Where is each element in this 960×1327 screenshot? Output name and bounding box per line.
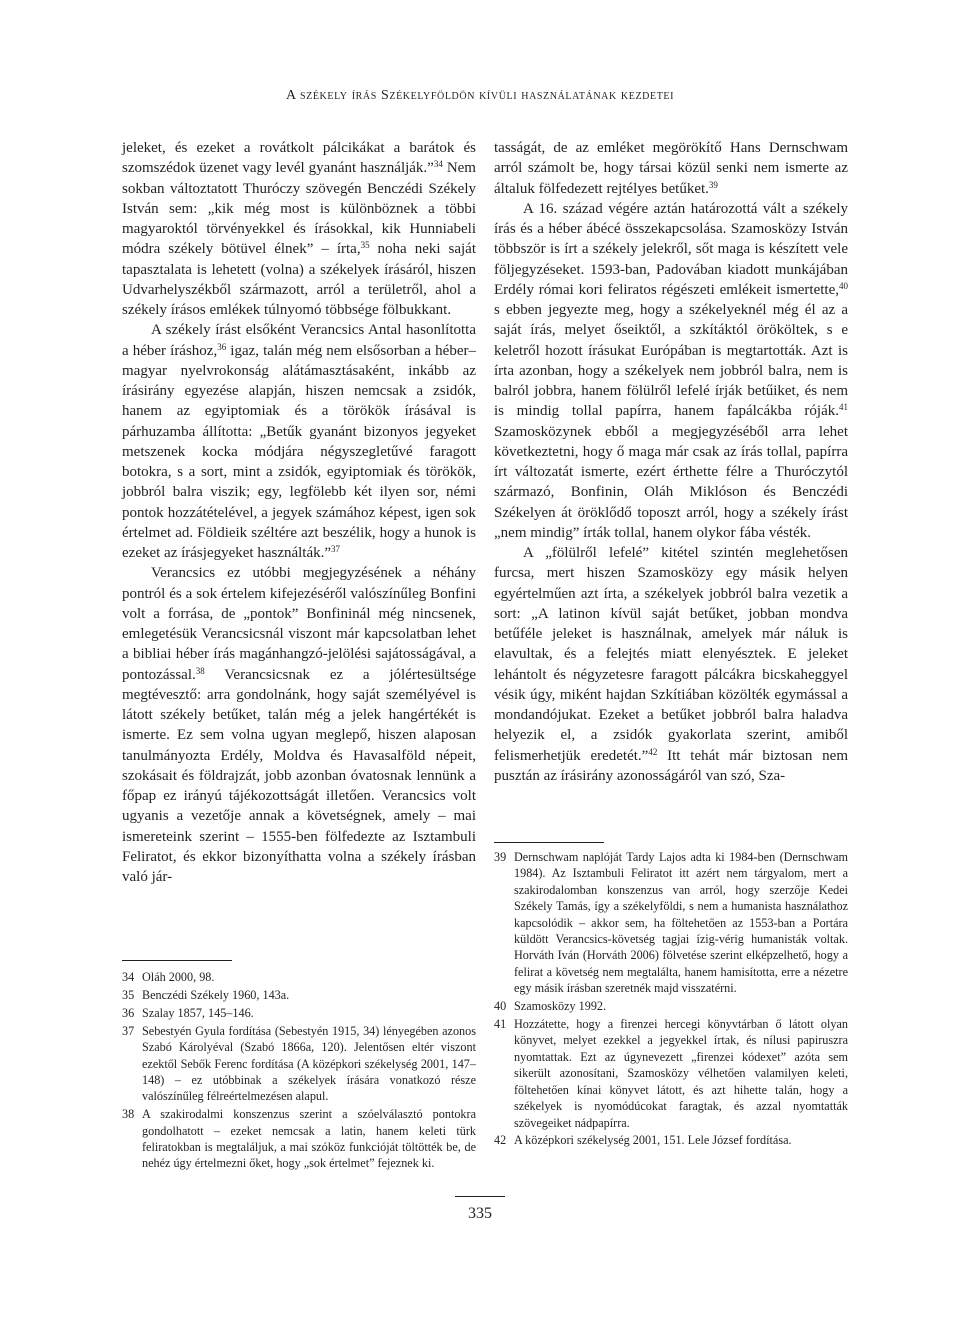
footnotes-left — [122, 960, 476, 1173]
footnote-ref[interactable]: 38 — [195, 665, 205, 676]
footnote-divider — [494, 842, 604, 843]
footnote: 37 Sebestyén Gyula fordítása (Sebestyén 1915, 34) lényegében azonos Szabó Károlyéval (Szabó 1866a, 120). Jelentősen eltér viszont ezektől Sebők Ferenc fordítása (A középkori székelység 2001, 147–148) – ez utóbbinak a székelyek írására vonatkozó része valószínűleg félreértelmezésen alapul. — [122, 1023, 476, 1104]
footnote-ref[interactable]: 40 — [839, 280, 848, 291]
footnote: 35 Benczédi Székely 1960, 143a. — [122, 987, 290, 1002]
right-column — [494, 138, 848, 786]
footnote: 41 Hozzátette, hogy a firenzei hercegi könyvtárban ő látott olyan könyvet, melyet ezekkel a jegyekkel írtak, és nílusi papiruszra nyomtattak. Ezt az úgynevezett „firenzei kódexet” azóta sem sikerült azonosítani, Szamosközy vélhetően valamilyen keleti, föltehetően kínai könyvet látott, és azt hihette talán, hogy a székelyek is nyomódúcokat faragtak, és azzal nyomtatták szövegeiket nádpapírra. — [494, 1017, 848, 1130]
paragraph: A székely írást elsőként Verancsics Antal hasonlította a héber íráshoz,$^{36}$ igaz, talán még nem elsősorban a héber–magyar nyelvrokonság alátámasztásaként, inkább az írásirány egyezése alapján, hiszen nemcsak a zsidók, hanem az egyiptomiak és a törökök írásával is párhuzamba állította: „Betűk gyanánt bizonyos jegyeket metszenek kocka módjára négyszegletűvé faragott botokra, s a sort, mint a zsidók, egyiptomiak és törökök, jobbról balra viszik; egy, legfölebb két ilyen sor, némi pontok hozzátételével, a jegyek számához képest, igen sok értelmet ad. Földieik széltére azt beszélik, hogy a hunok is ezeket az írásjegyeket használták.”$^{37}$ — [122, 322, 476, 561]
footnote-ref[interactable]: 41 — [839, 402, 848, 413]
paragraph: A „fölülről lefelé” kitétel szintén meglehetősen furcsa, mert hiszen Szamosközy egy másik helyen egyértelműen azt írta, a székelyek jobbról balra vezetik a sort: „A latinon kívül saját betűket, jobban mondva betűféle jeleket is használnak, amelyek már náluk is elavultak, és a felejtés miatt elenyésztek. E jeleket lehántolt és négyzetesre faragott pálcákra bicskaheggyel vésik úgy, miként hajdan Szkítiában közölték egymással a mondandójukat. Ezeket a betűket jobbról balra haladva helyezik el, a zsidók gyakorlata szerint, amiből felismerhetjük eredetét.”$^{42}$ Itt tehát már biztosan nem pusztán az írásirány azonosságáról van szó, Sza- — [494, 545, 848, 784]
left-column — [122, 138, 476, 887]
footnote: 42 A középkori székelység 2001, 151. Lele József fordítása. — [494, 1133, 792, 1148]
paragraph: tasságát, de az emléket megörökítő Hans Dernschwam arról számolt be, hogy társai közül senki nem ismerte az általuk fölfedezett rejtélyes betűket.$^{39}$ — [494, 140, 848, 197]
paragraph: jeleket, és ezeket a rovátkolt pálcikákat a barátok és szomszédok üzenet vagy levél gyanánt használják.”$^{34}$ Nem sokban változtatott Thuróczy szövegén Benczédi Székely István sem: „kik még most is különböznek a többi magyaroktól törvényekkel és írásokkal, kik Hunniabeli módra székely bötüvel élnek” – írta,$^{35}$ noha neki saját tapasztalata is lehetett (volna) a székelyek írásáról, hiszen Udvarhelyszékből származott, arról a területről, ahol a székely írásos emlékek túlnyomó többsége fölbukkant. — [122, 140, 476, 318]
paragraph: Verancsics ez utóbbi megjegyzésének a néhány pontról és a sok értelem kifejezéséről valószínűleg Bonfini volt a forrása, de „pontok” Bonfininál még nincsenek, emlegetésük Verancsicsnál viszont már kapcsolatban lehet a bibliai héber írás magánhangzó-jelölési sajátosságával, a pontozással.$^{38}$ Verancsicsnak ez a jólértesültsége megtévesztő: arra gondolnánk, hogy saját személyével is látott székely betűket, talán még a jelek hangértékét is ismerte. Ez sem volna ugyan meglepő, hiszen alaposan tanulmányozta Erdély, Moldva és Havasalföld népeit, szokásait és földrajzát, jobb azonban óvatosnak lennünk a főpap ez irányú tájékozottságát illetően. Verancsics volt ugyanis a vezetője annak a követségnek, amely – mai ismereteink szerint – 1555-ben fölfedezte az Isztambuli Feliratot, és ekkor bizonyíthatta volna a székely írásban való jár- — [122, 565, 476, 885]
running-header: A székely írás Székelyföldön kívüli használatának kezdetei — [285, 88, 675, 103]
footnote-ref[interactable]: 34 — [433, 159, 443, 170]
footnote-ref[interactable]: 42 — [648, 746, 658, 757]
paragraph: A 16. század végére aztán határozottá vált a székely írás és a héber ábécé összekapcsolása. Szamosközy István többször is írt a székely jelekről, sőt maga is készített vele följegyzéseket. 1593-ban, Padovában kiadott munkájában Erdély római kori feliratos régészeti emlékeit ismertette,$^{40}$ s ebben jegyezte meg, hogy a székelyeknél még él az a saját írás, melyet őseiktől, a szkítáktól örököltek, s e keletről hozott írásukat Európában is megtartották. Azt is írta azonban, hogy a székelyek nem jobbról balra, nem is balról jobbra, hanem fölülről lefelé írják betűiket, és nem is mindig tollal papírra, hanem fapálcákba róják.$^{41}$ Szamosközynek ebből a megjegyzéséből arra lehet következtetni, hogy ő maga már csak az írás tollal, papírra írt változatát ismerte, ezért érthette félre a Thuróczytól származó, Bonfinin, Oláh Miklóson és Benczédi Székelyen át öröklődő toposzt arról, hogy a székely írást „nem mindig” írták tollal, hanem olykor fába vésték. — [494, 200, 848, 541]
page-number-rule — [455, 1196, 505, 1197]
footnote: 40 Szamosközy 1992. — [494, 999, 607, 1014]
footnotes-right — [494, 842, 848, 1150]
footnote: 36 Szalay 1857, 145–146. — [122, 1005, 254, 1020]
footnote: 34 Oláh 2000, 98. — [122, 970, 215, 984]
footnote-ref[interactable]: 35 — [360, 240, 370, 251]
page-number: 335 — [468, 1205, 492, 1222]
footnote: 39 Dernschwam naplóját Tardy Lajos adta ki 1984-ben (Dernschwam 1984). Az Isztambuli Feliratot itt azért nem tárgyalom, mert a szakirodalomban konszenzus van arról, hogy szerzője Kedei Székely Tamás, így a székelyföldi, s nem a humanista használathoz kapcsolódik – akkor sem, ha föltehetően az 1553-ban a Portára küldött Verancsics-követség tagjai ízig-vérig humanisták voltak. Horváth Iván (Horváth 2006) fölvetése szerint elképzelhető, hogy a felirat a követség nem megtalálta, hanem hamisította, erre a nézetre egy másik írásban szeretnék majd visszatérni. — [494, 850, 848, 996]
footnote-divider — [122, 960, 232, 961]
footnote: 38 A szakirodalmi konszenzus szerint a szóelválasztó pontokra gondolhatott – ezeket nemcsak a latin, hanem keleti türk feliratokban is megtaláljuk, a mai szóköz funkcióját töltötték be, de nehéz úgy értelmezni őket, hogy „sok értelmet” fejeznek ki. — [122, 1107, 476, 1171]
footnote-ref[interactable]: 36 — [217, 341, 227, 352]
footnote-ref[interactable]: 37 — [331, 544, 341, 554]
footnote-ref[interactable]: 39 — [708, 179, 718, 190]
